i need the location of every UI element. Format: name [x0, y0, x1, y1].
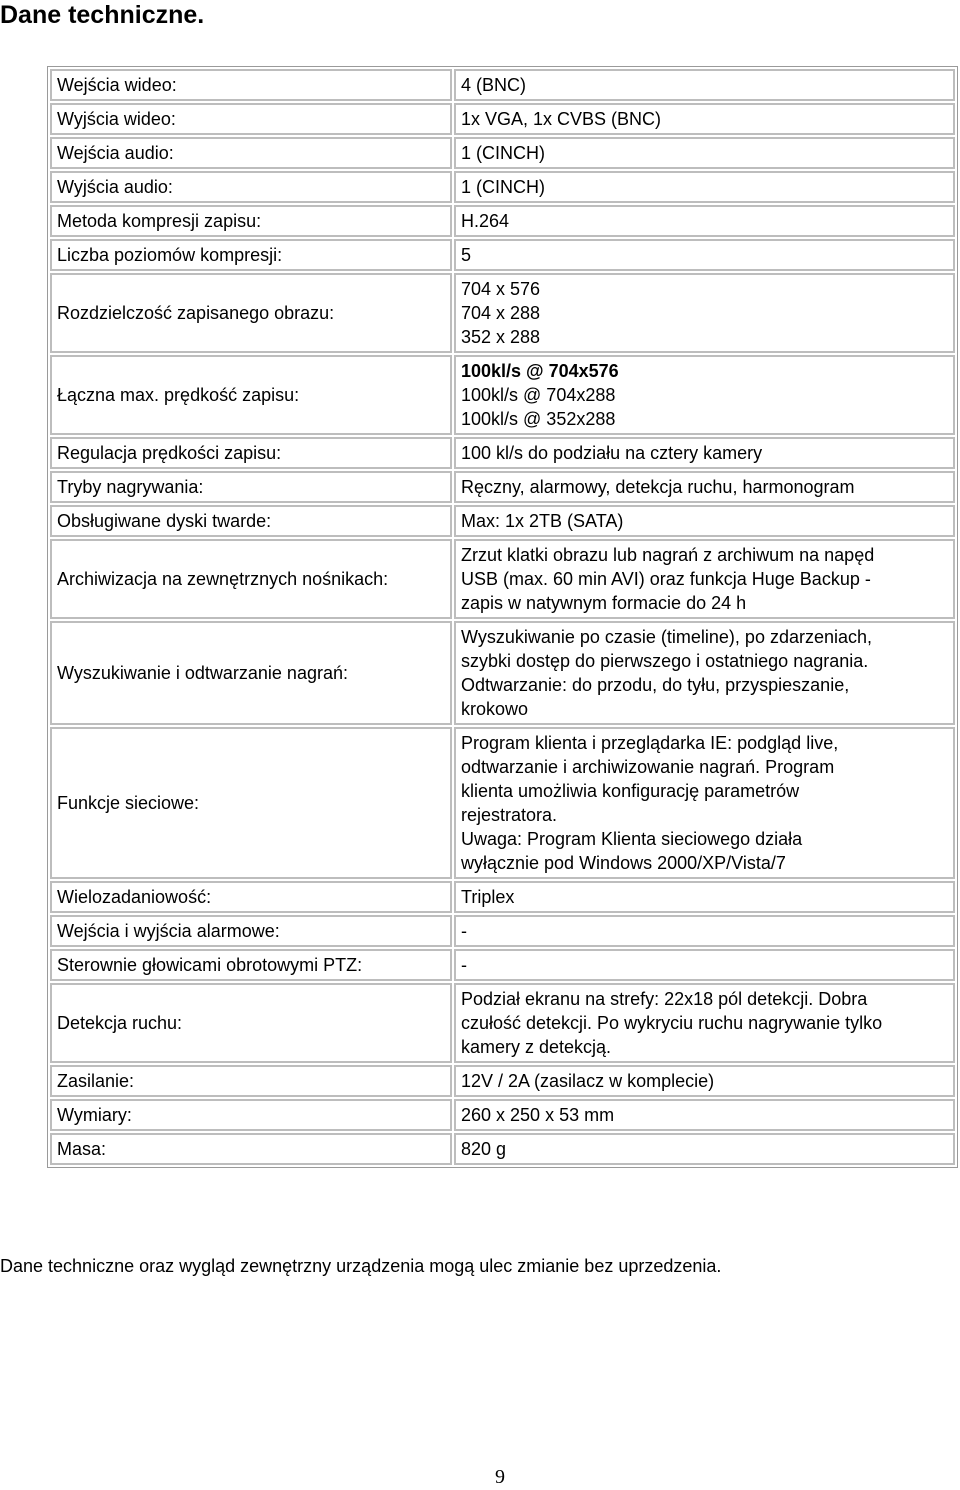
spec-value-line: 1 (CINCH): [461, 143, 545, 163]
spec-value: [454, 137, 955, 169]
spec-value: [454, 171, 955, 203]
spec-label: Wejścia wideo:: [50, 69, 452, 101]
spec-row: [50, 205, 955, 237]
spec-row: [50, 69, 955, 101]
spec-value-line: Ręczny, alarmowy, detekcja ruchu, harmonogram: [461, 477, 855, 497]
spec-value-line: 1x VGA, 1x CVBS (BNC): [461, 109, 662, 129]
spec-row: [50, 1133, 955, 1165]
spec-row: [50, 355, 955, 435]
spec-value-line: 704 x 576: [461, 279, 541, 299]
spec-label: Liczba poziomów kompresji:: [50, 239, 452, 271]
spec-value-line: kamery z detekcją.: [461, 1037, 612, 1057]
spec-value-line: krokowo: [461, 699, 529, 719]
spec-value-line: Wyszukiwanie po czasie (timeline), po zdarzeniach,: [461, 627, 873, 647]
spec-row: [50, 505, 955, 537]
spec-label: Zasilanie:: [50, 1065, 452, 1097]
spec-value-line: wyłącznie pod Windows 2000/XP/Vista/7: [461, 853, 786, 873]
spec-row: [50, 915, 955, 947]
spec-label: Metoda kompresji zapisu:: [50, 205, 452, 237]
spec-value: [454, 539, 955, 619]
spec-row: [50, 621, 955, 725]
spec-value-line: 100 kl/s do podziału na cztery kamery: [461, 443, 763, 463]
spec-value-line: 704 x 288: [461, 303, 541, 323]
spec-value: [454, 727, 955, 879]
footnote: Dane techniczne oraz wygląd zewnętrzny urządzenia mogą ulec zmianie bez uprzedzenia.: [0, 1256, 722, 1276]
spec-value-line: czułość detekcji. Po wykryciu ruchu nagrywanie tylko: [461, 1013, 883, 1033]
spec-value-line: 100kl/s @ 704x288: [461, 385, 616, 405]
spec-row: [50, 137, 955, 169]
spec-value-line: szybki dostęp do pierwszego i ostatniego nagrania.: [461, 651, 869, 671]
spec-row: [50, 1065, 955, 1097]
spec-row: [50, 471, 955, 503]
spec-row: [50, 437, 955, 469]
spec-value-line: 4 (BNC): [461, 75, 527, 95]
spec-label: Wejścia i wyjścia alarmowe:: [50, 915, 452, 947]
spec-value-line: Zrzut klatki obrazu lub nagrań z archiwum na napęd: [461, 545, 875, 565]
spec-row: [50, 983, 955, 1063]
spec-value-line: 1 (CINCH): [461, 177, 545, 197]
spec-value: [454, 273, 955, 353]
spec-value-line: Max: 1x 2TB (SATA): [461, 511, 624, 531]
spec-value: [454, 915, 955, 947]
page-title: Dane techniczne.: [0, 1, 205, 29]
spec-row: [50, 171, 955, 203]
spec-row: [50, 949, 955, 981]
spec-value-line: Podział ekranu na strefy: 22x18 pól detekcji. Dobra: [461, 989, 868, 1009]
spec-value: [454, 471, 955, 503]
spec-row: [50, 103, 955, 135]
spec-label: Wyszukiwanie i odtwarzanie nagrań:: [50, 621, 452, 725]
spec-label: Detekcja ruchu:: [50, 983, 452, 1063]
spec-value-line: 100kl/s @ 704x576: [461, 361, 619, 381]
spec-label: Wyjścia wideo:: [50, 103, 452, 135]
spec-value-line: 12V / 2A (zasilacz w komplecie): [461, 1071, 715, 1091]
spec-label: Funkcje sieciowe:: [50, 727, 452, 879]
spec-value-line: -: [461, 955, 467, 975]
spec-value-line: Program klienta i przeglądarka IE: podgląd live,: [461, 733, 839, 753]
spec-label: Obsługiwane dyski twarde:: [50, 505, 452, 537]
spec-label: Wymiary:: [50, 1099, 452, 1131]
spec-value: [454, 1065, 955, 1097]
spec-value-line: H.264: [461, 211, 510, 231]
spec-value: [454, 69, 955, 101]
spec-row: [50, 539, 955, 619]
spec-label: Rozdzielczość zapisanego obrazu:: [50, 273, 452, 353]
spec-label: Archiwizacja na zewnętrznych nośnikach:: [50, 539, 452, 619]
spec-row: [50, 239, 955, 271]
spec-value: [454, 621, 955, 725]
spec-value-line: 260 x 250 x 53 mm: [461, 1105, 615, 1125]
spec-value: [454, 239, 955, 271]
spec-row: [50, 727, 955, 879]
spec-value: [454, 1133, 955, 1165]
spec-label: Łączna max. prędkość zapisu:: [50, 355, 452, 435]
spec-row: [50, 881, 955, 913]
spec-value-line: 5: [461, 245, 472, 265]
spec-value-line: klienta umożliwia konfigurację parametrów: [461, 781, 800, 801]
spec-label: Tryby nagrywania:: [50, 471, 452, 503]
spec-label: Wielozadaniowość:: [50, 881, 452, 913]
spec-label: Masa:: [50, 1133, 452, 1165]
spec-value-line: 820 g: [461, 1139, 507, 1159]
spec-value-line: zapis w natywnym formacie do 24 h: [461, 593, 747, 613]
spec-label: Wejścia audio:: [50, 137, 452, 169]
spec-value: [454, 437, 955, 469]
spec-value: [454, 881, 955, 913]
spec-value-line: rejestratora.: [461, 805, 558, 825]
page-number: 9: [495, 1466, 505, 1488]
spec-value-line: -: [461, 921, 467, 941]
spec-value-line: USB (max. 60 min AVI) oraz funkcja Huge Backup -: [461, 569, 871, 589]
spec-table-body: [50, 69, 955, 1165]
spec-label: Regulacja prędkości zapisu:: [50, 437, 452, 469]
spec-table: [47, 66, 958, 1168]
spec-value-line: Uwaga: Program Klienta sieciowego działa: [461, 829, 803, 849]
spec-value: [454, 355, 955, 435]
spec-value: [454, 103, 955, 135]
spec-value-line: Triplex: [461, 887, 515, 907]
spec-value: [454, 983, 955, 1063]
spec-value-line: 352 x 288: [461, 327, 541, 347]
spec-row: [50, 273, 955, 353]
spec-value: [454, 205, 955, 237]
spec-value-line: Odtwarzanie: do przodu, do tyłu, przyspieszanie,: [461, 675, 850, 695]
spec-value: [454, 505, 955, 537]
spec-value: [454, 949, 955, 981]
spec-value-line: 100kl/s @ 352x288: [461, 409, 616, 429]
spec-row: [50, 1099, 955, 1131]
spec-label: Sterownie głowicami obrotowymi PTZ:: [50, 949, 452, 981]
spec-value-line: odtwarzanie i archiwizowanie nagrań. Program: [461, 757, 835, 777]
spec-value: [454, 1099, 955, 1131]
spec-label: Wyjścia audio:: [50, 171, 452, 203]
